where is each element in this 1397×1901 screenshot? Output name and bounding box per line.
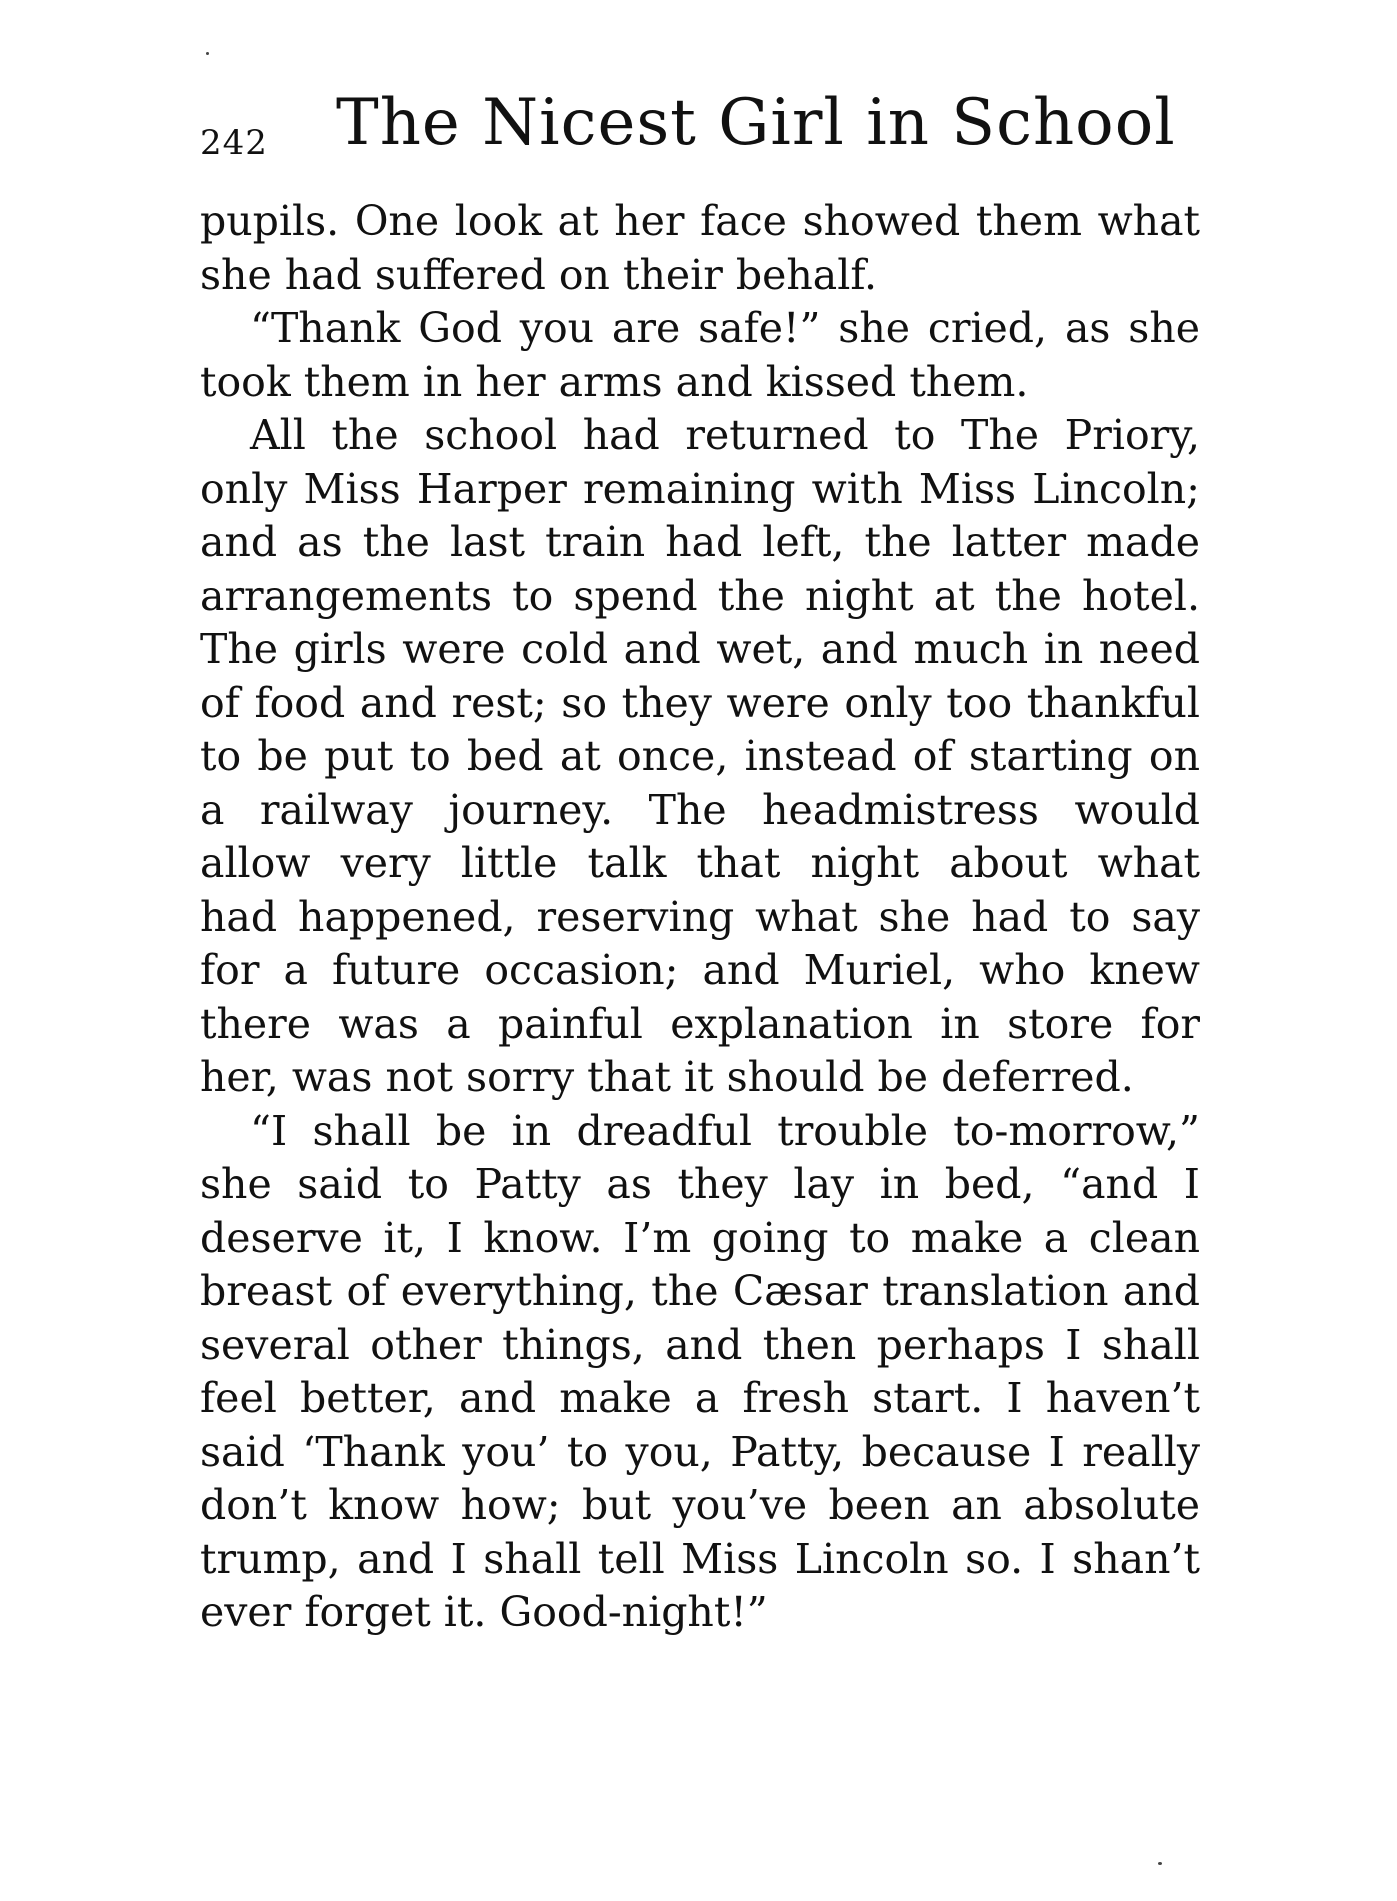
text-line: said ‘Thank you’ to you, Patty, because I really <box>200 1427 1200 1476</box>
text-line: only Miss Harper remaining with Miss Lincoln; <box>200 464 1200 513</box>
text-line: had happened, reserving what she had to say <box>200 892 1200 941</box>
page-number: 242 <box>200 123 268 163</box>
text-line: trump, and I shall tell Miss Lincoln so. I shan’t <box>200 1534 1200 1583</box>
scan-speck <box>1158 1862 1162 1865</box>
scan-speck <box>206 52 209 55</box>
running-title: The Nicest Girl in School <box>336 86 1176 160</box>
text-line: pupils. One look at her face showed them what <box>200 197 1200 245</box>
text-line: All the school had returned to The Priory, <box>250 411 1200 459</box>
text-line: The girls were cold and wet, and much in need <box>200 625 1200 673</box>
text-line: her, was not sorry that it should be deferred. <box>200 1053 1134 1101</box>
text-line: she had suffered on their behalf. <box>200 250 878 299</box>
text-line: a railway journey. The headmistress would <box>200 785 1200 834</box>
text-line: there was a painful explanation in store for <box>200 999 1200 1048</box>
text-line: of food and rest; so they were only too thankful <box>200 678 1200 727</box>
text-line: ever forget it. Good-night!” <box>200 1588 768 1636</box>
text-line: don’t know how; but you’ve been an absolute <box>200 1481 1200 1529</box>
text-line: breast of everything, the Cæsar translation and <box>200 1267 1200 1315</box>
text-line: “Thank God you are safe!” she cried, as she <box>250 304 1200 352</box>
text-line: and as the last train had left, the latter made <box>200 518 1200 566</box>
text-line: allow very little talk that night about what <box>200 839 1200 887</box>
page-header <box>200 86 1200 163</box>
text-line: feel better, and make a fresh start. I haven’t <box>200 1374 1200 1422</box>
text-line: for a future occasion; and Muriel, who knew <box>200 946 1200 994</box>
text-line: to be put to bed at once, instead of starting on <box>200 732 1200 780</box>
text-line: deserve it, I know. I’m going to make a clean <box>200 1213 1200 1262</box>
body-text <box>200 195 1200 1640</box>
text-line: she said to Patty as they lay in bed, “and I <box>200 1160 1200 1208</box>
text-line: “I shall be in dreadful trouble to-morrow,” <box>250 1106 1200 1155</box>
text-line: took them in her arms and kissed them. <box>200 357 1029 406</box>
text-line: arrangements to spend the night at the hotel. <box>200 571 1200 620</box>
text-line: several other things, and then perhaps I shall <box>200 1320 1200 1369</box>
